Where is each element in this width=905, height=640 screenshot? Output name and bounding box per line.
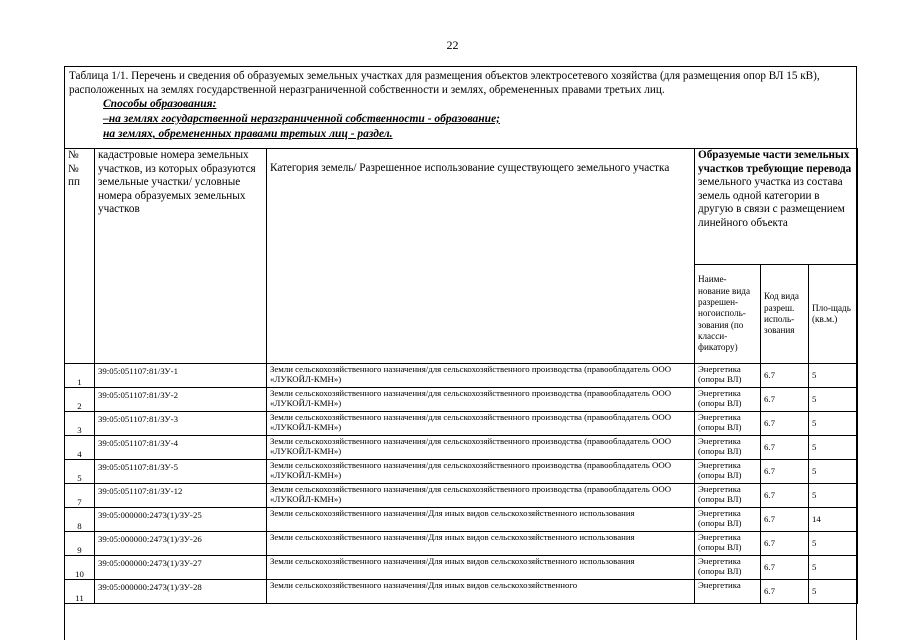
formation-methods	[65, 97, 856, 142]
method-2: на землях, обремененных правами третьих лиц - раздел.	[103, 128, 393, 140]
table-row	[65, 364, 858, 388]
cadastral-number: 39:05:051107:81/ЗУ-1	[95, 364, 267, 388]
table-row	[65, 556, 858, 580]
header-row	[65, 149, 858, 265]
table-row	[65, 508, 858, 532]
use-name: Энергетика (опоры ВЛ)	[695, 412, 761, 436]
area-value: 5	[809, 436, 858, 460]
table-row	[65, 484, 858, 508]
use-code: 6.7	[761, 484, 809, 508]
header-parts	[695, 149, 858, 265]
cadastral-number: 39:05:000000:2473(1)/ЗУ-25	[95, 508, 267, 532]
use-name: Энергетика (опоры ВЛ)	[695, 388, 761, 412]
area-value: 5	[809, 460, 858, 484]
table-row	[65, 388, 858, 412]
use-name: Энергетика (опоры ВЛ)	[695, 364, 761, 388]
table-row	[65, 580, 858, 604]
method-1: –на землях государственной неразграниченной собственности - образование;	[103, 113, 501, 125]
use-code: 6.7	[761, 388, 809, 412]
land-category: Земли сельскохозяйственного назначения/Для иных видов сельскохозяйственного использования	[267, 556, 695, 580]
use-code: 6.7	[761, 508, 809, 532]
table-row	[65, 412, 858, 436]
caption-text: Таблица 1/1. Перечень и сведения об образуемых земельных участках для размещения объектов электросетевого хозяйства (для размещения опор ВЛ 15 кВ), расположенных на землях государственной неразграниченной собственности и землях, обремененных правами третьих лиц.	[69, 70, 820, 96]
table-row	[65, 436, 858, 460]
row-number: 4	[65, 436, 95, 460]
page-number: 22	[446, 38, 459, 52]
land-category: Земли сельскохозяйственного назначения/для сельскохозяйственного производства (правообладатель ООО «ЛУКОЙЛ-КМН»)	[267, 364, 695, 388]
use-code: 6.7	[761, 436, 809, 460]
area-value: 5	[809, 484, 858, 508]
cadastral-number: 39:05:051107:81/ЗУ-4	[95, 436, 267, 460]
row-number: 5	[65, 460, 95, 484]
table-caption	[65, 67, 856, 97]
use-code: 6.7	[761, 412, 809, 436]
table-row	[65, 532, 858, 556]
cadastral-number: 39:05:051107:81/ЗУ-12	[95, 484, 267, 508]
use-name: Энергетика	[695, 580, 761, 604]
row-number: 8	[65, 508, 95, 532]
use-name: Энергетика (опоры ВЛ)	[695, 460, 761, 484]
area-value: 5	[809, 580, 858, 604]
row-number: 3	[65, 412, 95, 436]
header-num: № № пп	[65, 149, 95, 364]
use-code: 6.7	[761, 364, 809, 388]
use-code: 6.7	[761, 556, 809, 580]
use-name: Энергетика (опоры ВЛ)	[695, 556, 761, 580]
use-code: 6.7	[761, 532, 809, 556]
cadastral-number: 39:05:051107:81/ЗУ-5	[95, 460, 267, 484]
area-value: 5	[809, 556, 858, 580]
row-number: 10	[65, 556, 95, 580]
use-code: 6.7	[761, 580, 809, 604]
header-parts-bold: Образуемые части земельных участков требующие перевода	[698, 149, 852, 175]
row-number: 11	[65, 580, 95, 604]
header-cadastral: кадастровые номера земельных участков, из которых образуются земельные участки/ условные номера образуемых земельных участков	[95, 149, 267, 364]
cadastral-number: 39:05:000000:2473(1)/ЗУ-27	[95, 556, 267, 580]
row-number: 1	[65, 364, 95, 388]
use-code: 6.7	[761, 460, 809, 484]
cadastral-number: 39:05:000000:2473(1)/ЗУ-26	[95, 532, 267, 556]
header-area: Пло-щадь (кв.м.)	[809, 265, 858, 364]
land-category: Земли сельскохозяйственного назначения/для сельскохозяйственного производства (правообладатель ООО «ЛУКОЙЛ-КМН»)	[267, 460, 695, 484]
header-category: Категория земель/ Разрешенное использование существующего земельного участка	[267, 149, 695, 364]
table-row	[65, 460, 858, 484]
table-body	[65, 364, 858, 604]
area-value: 14	[809, 508, 858, 532]
use-name: Энергетика (опоры ВЛ)	[695, 508, 761, 532]
land-category: Земли сельскохозяйственного назначения/Для иных видов сельскохозяйственного использования	[267, 532, 695, 556]
land-category: Земли сельскохозяйственного назначения/Для иных видов сельскохозяйственного использования	[267, 508, 695, 532]
header-use-name: Наиме-нование вида разрешен-ногоисполь-зования (по класси-фикатору)	[695, 265, 761, 364]
area-value: 5	[809, 364, 858, 388]
row-number: 2	[65, 388, 95, 412]
land-category: Земли сельскохозяйственного назначения/для сельскохозяйственного производства (правообладатель ООО «ЛУКОЙЛ-КМН»)	[267, 436, 695, 460]
use-name: Энергетика (опоры ВЛ)	[695, 532, 761, 556]
cadastral-number: 39:05:000000:2473(1)/ЗУ-28	[95, 580, 267, 604]
land-category: Земли сельскохозяйственного назначения/для сельскохозяйственного производства (правообладатель ООО «ЛУКОЙЛ-КМН»)	[267, 412, 695, 436]
area-value: 5	[809, 412, 858, 436]
land-plots-table	[64, 148, 858, 604]
row-number: 7	[65, 484, 95, 508]
area-value: 5	[809, 388, 858, 412]
land-category: Земли сельскохозяйственного назначения/для сельскохозяйственного производства (правообладатель ООО «ЛУКОЙЛ-КМН»)	[267, 484, 695, 508]
methods-title: Способы образования:	[103, 98, 217, 110]
header-parts-rest: земельного участка из состава земель одной категории в другую в связи с размещением линейного объекта	[698, 176, 845, 229]
cadastral-number: 39:05:051107:81/ЗУ-2	[95, 388, 267, 412]
header-use-code: Код вида разреш. исполь-зования	[761, 265, 809, 364]
use-name: Энергетика (опоры ВЛ)	[695, 484, 761, 508]
row-number: 9	[65, 532, 95, 556]
cadastral-number: 39:05:051107:81/ЗУ-3	[95, 412, 267, 436]
land-category: Земли сельскохозяйственного назначения/Для иных видов сельскохозяйственного	[267, 580, 695, 604]
use-name: Энергетика (опоры ВЛ)	[695, 436, 761, 460]
land-category: Земли сельскохозяйственного назначения/для сельскохозяйственного производства (правообладатель ООО «ЛУКОЙЛ-КМН»)	[267, 388, 695, 412]
area-value: 5	[809, 532, 858, 556]
